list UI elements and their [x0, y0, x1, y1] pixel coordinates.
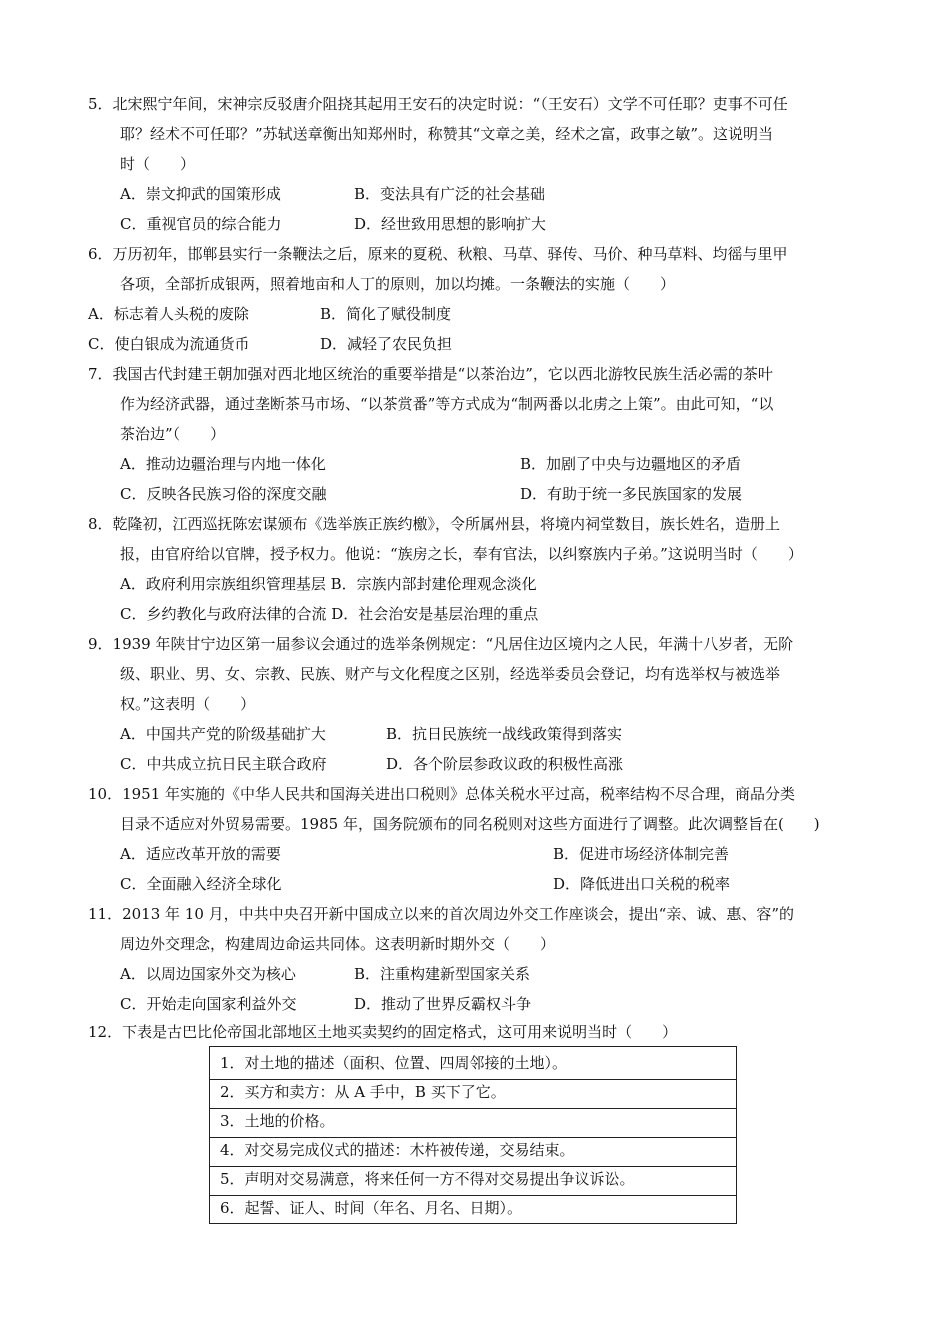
table-row: 6．起誓、证人、时间（年名、月名、日期）。 [220, 1199, 523, 1217]
question-11-option-a: A．以周边国家外交为核心 [120, 965, 296, 983]
question-6-line-2: 各项，全部折成银两，照着地亩和人丁的原则，加以均摊。一条鞭法的实施（ ） [120, 275, 676, 293]
table-divider [210, 1166, 736, 1167]
question-11-option-b: B．注重构建新型国家关系 [354, 965, 531, 983]
question-9-option-a: A．中国共产党的阶级基础扩大 [120, 725, 326, 743]
question-5-option-a: A．崇文抑武的国策形成 [120, 185, 281, 203]
question-10-option-b: B．促进市场经济体制完善 [553, 845, 730, 863]
table-divider [210, 1195, 736, 1196]
question-7-option-b: B．加剧了中央与边疆地区的矛盾 [520, 455, 742, 473]
question-9-line-2: 级、职业、男、女、宗教、民族、财产与文化程度之区别，经选举委员会登记，均有选举权与被选举 [120, 665, 781, 683]
question-5-option-c: C．重视官员的综合能力 [120, 215, 282, 233]
question-5-line-3: 时（ ） [120, 155, 196, 173]
question-7-option-d: D．有助于统一多民族国家的发展 [520, 485, 743, 503]
table-divider [210, 1108, 736, 1109]
question-10-option-c: C．全面融入经济全球化 [120, 875, 282, 893]
question-8-options-cd: C．乡约教化与政府法律的合流 D．社会治安是基层治理的重点 [120, 605, 539, 623]
question-11-option-d: D．推动了世界反霸权斗争 [354, 995, 532, 1013]
question-10-option-d: D．降低进出口关税的税率 [553, 875, 731, 893]
question-9-option-d: D．各个阶层参政议政的积极性高涨 [386, 755, 624, 773]
table-row: 3．土地的价格。 [220, 1112, 335, 1130]
table-row: 1．对土地的描述（面积、位置、四周邻接的土地）。 [220, 1054, 568, 1072]
question-7-option-a: A．推动边疆治理与内地一体化 [120, 455, 326, 473]
question-7-line-3: 茶治边”（ ） [120, 425, 226, 443]
question-6-option-b: B．简化了赋役制度 [320, 305, 452, 323]
question-5-option-d: D．经世致用思想的影响扩大 [354, 215, 547, 233]
question-6-line-1: 6．万历初年，邯郸县实行一条鞭法之后，原来的夏税、秋粮、马草、驿传、马价、种马草料、均徭与里甲 [88, 245, 788, 263]
question-5-line-1: 5．北宋熙宁年间，宋神宗反驳唐介阻挠其起用王安石的决定时说：“（王安石）文学不可任耶？吏事不可任 [88, 95, 788, 113]
question-5-option-b: B．变法具有广泛的社会基础 [354, 185, 546, 203]
table-divider [210, 1079, 736, 1080]
question-7-line-2: 作为经济武器，通过垄断茶马市场、“以茶赏番”等方式成为“制两番以北虏之上策”。由此可知，“以 [120, 395, 774, 413]
question-11-option-c: C．开始走向国家利益外交 [120, 995, 297, 1013]
question-11-line-2: 周边外交理念，构建周边命运共同体。这表明新时期外交（ ） [120, 935, 556, 953]
question-8-line-2: 报，由官府给以官牌，授予权力。他说：“族房之长，奉有官法，以纠察族内子弟。”这说明当时（ ） [120, 545, 803, 563]
question-6-option-c: C．使白银成为流通货币 [88, 335, 250, 353]
question-6-option-d: D．减轻了农民负担 [320, 335, 453, 353]
table-row: 2．买方和卖方：从 A 手中，B 买下了它。 [220, 1083, 506, 1101]
question-7-line-1: 7．我国古代封建王朝加强对西北地区统治的重要举措是“以茶治边”，它以西北游牧民族生活必需的茶叶 [88, 365, 773, 383]
question-6-option-a: A．标志着人头税的废除 [88, 305, 249, 323]
question-9-option-c: C．中共成立抗日民主联合政府 [120, 755, 327, 773]
question-8-line-1: 8．乾隆初，江西巡抚陈宏谋颁布《选举族正族约檄》，令所属州县，将境内祠堂数目，族长姓名，造册上 [88, 515, 781, 533]
table-row: 5．声明对交易满意，将来任何一方不得对交易提出争议诉讼。 [220, 1170, 635, 1188]
question-9-line-1: 9．1939 年陕甘宁边区第一届参议会通过的选举条例规定：“凡居住边区境内之人民，年满十八岁者，无阶 [88, 635, 794, 653]
table-divider [210, 1137, 736, 1138]
question-8-options-ab: A．政府利用宗族组织管理基层 B．宗族内部封建伦理观念淡化 [120, 575, 537, 593]
question-9-option-b: B．抗日民族统一战线政策得到落实 [386, 725, 623, 743]
question-10-line-1: 10．1951 年实施的《中华人民共和国海关进出口税则》总体关税水平过高，税率结构不尽合理，商品分类 [88, 785, 796, 803]
question-10-line-2: 目录不适应对外贸易需要。1985 年，国务院颁布的同名税则对这些方面进行了调整。此次调整旨在( ) [120, 815, 820, 833]
question-9-line-3: 权。”这表明（ ） [120, 695, 256, 713]
question-11-line-1: 11．2013 年 10 月，中共中央召开新中国成立以来的首次周边外交工作座谈会，提出“亲、诚、惠、容”的 [88, 905, 794, 923]
question-12-line-1: 12．下表是古巴比伦帝国北部地区土地买卖契约的固定格式，这可用来说明当时（ ） [88, 1023, 678, 1041]
contract-format-table [209, 1046, 737, 1224]
question-7-option-c: C．反映各民族习俗的深度交融 [120, 485, 327, 503]
question-10-option-a: A．适应改革开放的需要 [120, 845, 281, 863]
question-5-line-2: 耶？经术不可任耶？”苏轼送章衡出知郑州时，称赞其“文章之美，经术之富，政事之敏”。这说明当 [120, 125, 774, 143]
table-row: 4．对交易完成仪式的描述：木杵被传递，交易结束。 [220, 1141, 575, 1159]
